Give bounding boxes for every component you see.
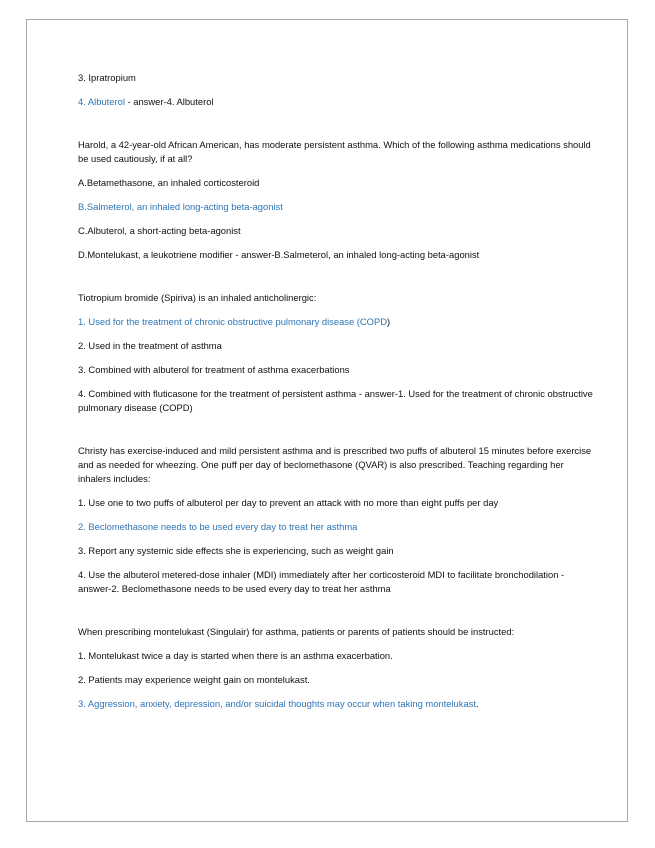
q1-option-d: D.Montelukast, a leukotriene modifier - answer-B.Salmeterol, an inhaled long-acting beta-agonist [78, 249, 480, 260]
q3-option-4: 4. Use the albuterol metered-dose inhaler (MDI) immediately after her corticosteroid MDI to facilitate bronchodilation - answer-2. Beclomethasone needs to be used every day to treat her asthma [78, 569, 565, 594]
q1-option-a: A.Betamethasone, an inhaled corticosteroid [78, 177, 260, 188]
q1-option-b-correct: B.Salmeterol, an inhaled long-acting beta-agonist [78, 201, 283, 212]
q2-option-1-correct: 1. Used for the treatment of chronic obstructive pulmonary disease (COPD [78, 316, 387, 327]
q4-option-3-correct: Aggression, anxiety, depression, and/or suicidal thoughts may occur when taking montelukast [87, 698, 476, 709]
q1-option-c: C.Albuterol, a short-acting beta-agonist [78, 225, 241, 236]
q0-option-4-correct: 4. Albuterol [78, 96, 125, 107]
q4-option-2: 2. Patients may experience weight gain on montelukast. [78, 674, 310, 685]
q2-option-1-tail: ) [387, 316, 391, 327]
q4-option-1: 1. Montelukast twice a day is started when there is an asthma exacerbation. [78, 650, 393, 661]
q4-question: When prescribing montelukast (Singulair) for asthma, patients or parents of patients should be instructed: [78, 626, 515, 637]
q3-option-3: 3. Report any systemic side effects she is experiencing, such as weight gain [78, 545, 394, 556]
q2-option-3: 3. Combined with albuterol for treatment of asthma exacerbations [78, 364, 350, 375]
document-content [78, 71, 593, 711]
q0-answer: - answer-4. Albuterol [124, 96, 214, 107]
q2-option-4: 4. Combined with fluticasone for the treatment of persistent asthma - answer-1. Used for the treatment of chronic obstructive pulmonary disease (COPD) [78, 388, 593, 413]
q4-option-3 [78, 697, 593, 711]
q2-option-1 [78, 315, 593, 329]
q4-option-3-tail: . [475, 698, 479, 709]
q2-question: Tiotropium bromide (Spiriva) is an inhaled anticholinergic: [78, 292, 317, 303]
q3-question: Christy has exercise-induced and mild persistent asthma and is prescribed two puffs of albuterol 15 minutes before exercise and as needed for wheezing. One puff per day of beclomethasone (QVAR) is also prescribed. Teaching regarding her inhalers includes: [78, 445, 592, 484]
q0-option-3: 3. Ipratropium [78, 72, 136, 83]
q3-option-1: 1. Use one to two puffs of albuterol per day to prevent an attack with no more than eight puffs per day [78, 497, 499, 508]
q1-question: Harold, a 42-year-old African American, has moderate persistent asthma. Which of the following asthma medications should be used cautiously, if at all? [78, 139, 591, 164]
q3-option-2-correct: 2. Beclomethasone needs to be used every day to treat her asthma [78, 521, 358, 532]
q4-option-3-prefix: 3. [78, 698, 88, 709]
q0-option-4 [78, 95, 593, 109]
q2-option-2: 2. Used in the treatment of asthma [78, 340, 222, 351]
